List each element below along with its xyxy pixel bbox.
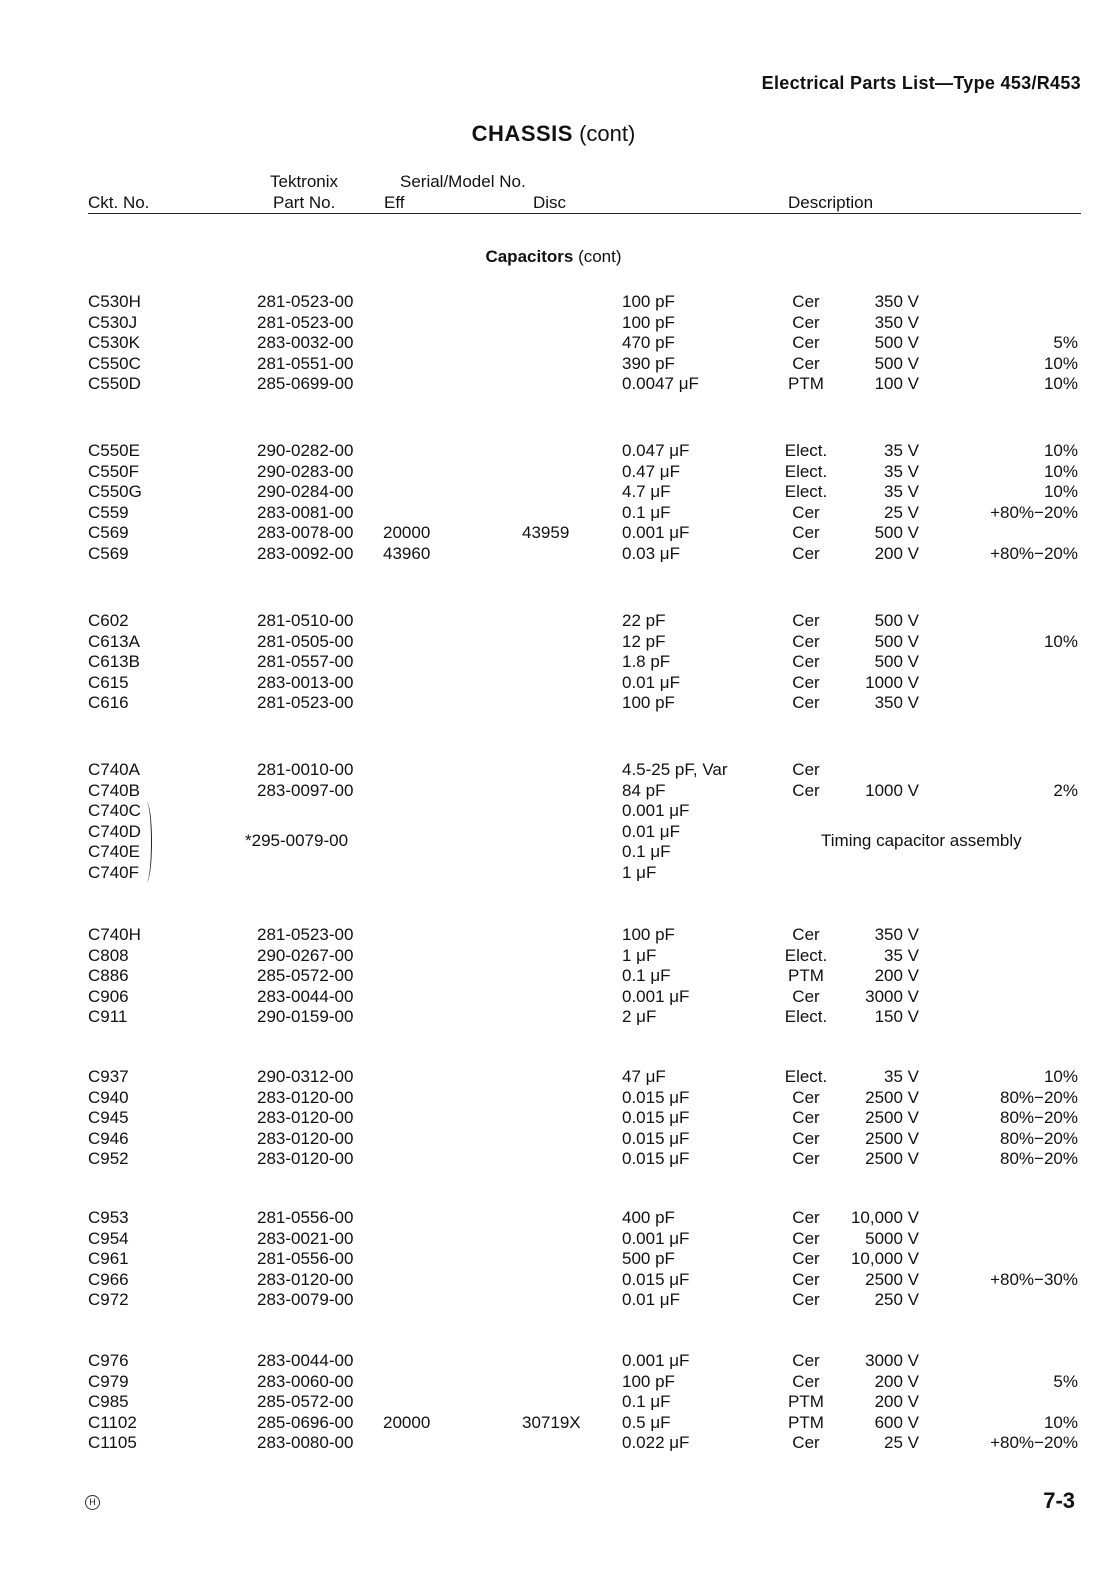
dielectric-type: Cer <box>792 611 820 630</box>
table-row <box>0 966 1107 987</box>
table-row <box>0 652 1107 673</box>
table-row <box>0 1007 1107 1028</box>
section-title-text: CHASSIS <box>471 121 573 146</box>
part-no: 281-0510-00 <box>257 611 354 630</box>
section-title-suffix: (cont) <box>579 121 636 146</box>
part-no: 283-0032-00 <box>257 333 354 352</box>
part-no: 281-0010-00 <box>257 760 354 779</box>
ckt-no: C952 <box>88 1149 129 1168</box>
table-row <box>0 760 1107 781</box>
tolerance: 10% <box>1043 374 1078 393</box>
dielectric-type: Elect. <box>784 441 828 460</box>
part-no: 290-0283-00 <box>257 461 354 481</box>
page-number: 7-3 <box>1043 1488 1075 1513</box>
ckt-no: C569 <box>88 523 129 542</box>
table-row <box>0 863 1107 884</box>
capacitance: 47 μF <box>622 1067 666 1086</box>
table-row <box>0 523 1107 544</box>
ckt-no: C946 <box>88 1128 129 1148</box>
table-row <box>0 1433 1107 1454</box>
capacitance: 0.1 μF <box>622 842 671 861</box>
ckt-no: C940 <box>88 1087 129 1107</box>
voltage-rating: 2500 V <box>865 1269 919 1289</box>
ckt-no: C615 <box>88 672 129 692</box>
capacitance: 100 pF <box>622 925 675 944</box>
ckt-no: C550E <box>88 441 140 460</box>
voltage-rating: 600 V <box>874 1412 919 1432</box>
subsection-title-suffix: (cont) <box>578 247 622 266</box>
tolerance: 80%−20% <box>1000 1149 1078 1168</box>
tolerance: 5% <box>1053 1371 1078 1391</box>
voltage-rating: 500 V <box>874 523 919 542</box>
table-row <box>0 313 1107 334</box>
serial-disc: 43959 <box>522 523 570 542</box>
col-part-no: Part No. <box>273 193 336 212</box>
part-no: 290-0267-00 <box>257 945 354 965</box>
tolerance: 10% <box>1043 461 1078 481</box>
capacitance: 0.001 μF <box>622 1351 690 1370</box>
tolerance: 2% <box>1053 780 1078 800</box>
dielectric-type: Cer <box>792 1290 820 1309</box>
part-no: 283-0092-00 <box>257 543 354 563</box>
ckt-no: C906 <box>88 986 129 1006</box>
ckt-no: C740F <box>88 862 140 882</box>
ckt-no: C530K <box>88 333 140 352</box>
table-row <box>0 1067 1107 1088</box>
dielectric-type: Cer <box>792 1351 820 1370</box>
voltage-rating: 1000 V <box>865 672 919 692</box>
table-row <box>0 1413 1107 1434</box>
col-description: Description <box>788 193 874 212</box>
assembly-part-no: *295-0079-00 <box>245 831 349 850</box>
ckt-no: C966 <box>88 1269 129 1289</box>
col-eff: Eff <box>384 193 405 212</box>
capacitance: 0.001 μF <box>622 523 690 542</box>
dielectric-type: Cer <box>792 672 820 692</box>
dielectric-type: Cer <box>792 502 820 522</box>
table-row <box>0 503 1107 524</box>
capacitance: 84 pF <box>622 780 666 800</box>
parts-group-6 <box>0 1067 1107 1170</box>
ckt-no: C886 <box>88 966 129 985</box>
table-row <box>0 1392 1107 1413</box>
part-no: 283-0080-00 <box>257 1433 354 1452</box>
part-no: 283-0081-00 <box>257 502 354 522</box>
ckt-no: C740D <box>88 821 141 841</box>
part-no: 283-0120-00 <box>257 1149 354 1168</box>
part-no: 281-0551-00 <box>257 353 354 373</box>
capacitance: 0.001 μF <box>622 801 690 820</box>
part-no: 285-0696-00 <box>257 1412 354 1432</box>
ckt-no: C954 <box>88 1228 129 1248</box>
table-row <box>0 1249 1107 1270</box>
dielectric-type: Cer <box>792 631 820 651</box>
assembly-description: Timing capacitor assembly <box>821 831 1022 850</box>
table-row <box>0 946 1107 967</box>
ckt-no: C550G <box>88 482 142 501</box>
voltage-rating: 10,000 V <box>850 1208 919 1227</box>
dielectric-type: Cer <box>792 1087 820 1107</box>
table-row <box>0 632 1107 653</box>
table-row <box>0 1229 1107 1250</box>
capacitance: 0.1 μF <box>622 502 671 522</box>
dielectric-type: Elect. <box>784 1007 828 1026</box>
capacitance: 100 pF <box>622 292 675 311</box>
dielectric-type: Cer <box>792 693 820 712</box>
table-row <box>0 1149 1107 1170</box>
part-no: 283-0120-00 <box>257 1108 354 1127</box>
dielectric-type: Cer <box>792 292 820 311</box>
part-no: 281-0505-00 <box>257 631 354 651</box>
voltage-rating: 3000 V <box>865 1351 919 1370</box>
dielectric-type: Cer <box>792 1149 820 1168</box>
part-no: 283-0097-00 <box>257 780 354 800</box>
dielectric-type: Cer <box>792 1108 820 1127</box>
manufacturer-mark: H <box>85 1495 100 1510</box>
table-row <box>0 544 1107 565</box>
dielectric-type: Cer <box>792 333 820 352</box>
parts-group-1 <box>0 292 1107 395</box>
ckt-no: C1102 <box>88 1412 137 1432</box>
dielectric-type: Cer <box>792 523 820 542</box>
assembly-brace <box>141 802 152 882</box>
dielectric-type: Cer <box>792 543 820 563</box>
voltage-rating: 35 V <box>884 945 919 965</box>
ckt-no: C616 <box>88 693 129 712</box>
capacitance: 0.01 μF <box>622 1290 680 1309</box>
subsection-title-text: Capacitors <box>485 247 574 266</box>
part-no: 290-0282-00 <box>257 441 354 460</box>
table-row <box>0 1129 1107 1150</box>
part-no: 283-0120-00 <box>257 1128 354 1148</box>
table-row <box>0 925 1107 946</box>
capacitance: 1.8 pF <box>622 652 671 671</box>
part-no: 281-0557-00 <box>257 652 354 671</box>
tolerance: +80%−20% <box>990 1433 1078 1452</box>
table-row <box>0 333 1107 354</box>
ckt-no: C976 <box>88 1351 129 1370</box>
part-no: 283-0078-00 <box>257 523 354 542</box>
col-disc: Disc <box>533 193 567 212</box>
tolerance: 5% <box>1053 333 1078 352</box>
serial-disc: 30719X <box>522 1412 581 1432</box>
table-row <box>0 1372 1107 1393</box>
table-row <box>0 693 1107 714</box>
ckt-no: C530H <box>88 292 141 311</box>
capacitance: 0.015 μF <box>622 1108 690 1127</box>
voltage-rating: 350 V <box>874 925 919 944</box>
voltage-rating: 25 V <box>884 1433 919 1452</box>
ckt-no: C613A <box>88 631 140 651</box>
ckt-no: C985 <box>88 1392 129 1411</box>
tolerance: +80%−30% <box>990 1269 1078 1289</box>
part-no: 283-0021-00 <box>257 1228 354 1248</box>
capacitance: 100 pF <box>622 312 675 332</box>
tolerance: 10% <box>1043 1067 1078 1086</box>
ckt-no: C740E <box>88 842 140 861</box>
dielectric-type: Cer <box>792 1433 820 1452</box>
capacitance: 0.001 μF <box>622 986 690 1006</box>
tolerance: +80%−20% <box>990 543 1078 563</box>
capacitance: 0.047 μF <box>622 441 690 460</box>
serial-eff: 20000 <box>383 523 431 542</box>
capacitance: 0.015 μF <box>622 1087 690 1107</box>
ckt-no: C550F <box>88 461 140 481</box>
table-row <box>0 482 1107 503</box>
dielectric-type: Elect. <box>784 1067 828 1086</box>
voltage-rating: 35 V <box>884 441 919 460</box>
ckt-no: C569 <box>88 543 129 563</box>
tolerance: +80%−20% <box>990 502 1078 522</box>
part-no: 290-0284-00 <box>257 482 354 501</box>
capacitance: 1 μF <box>622 862 657 882</box>
ckt-no: C1105 <box>88 1433 137 1452</box>
ckt-no: C550D <box>88 374 141 393</box>
table-row <box>0 1270 1107 1291</box>
ckt-no: C740A <box>88 760 140 779</box>
voltage-rating: 200 V <box>874 1392 919 1411</box>
col-serial-model: Serial/Model No. <box>400 172 526 191</box>
capacitance: 470 pF <box>622 333 675 352</box>
voltage-rating: 350 V <box>874 292 919 311</box>
table-row <box>0 374 1107 395</box>
table-row <box>0 801 1107 822</box>
timing-assembly <box>0 801 1107 884</box>
voltage-rating: 2500 V <box>865 1149 919 1168</box>
tolerance: 10% <box>1043 1412 1078 1432</box>
voltage-rating: 35 V <box>884 461 919 481</box>
ckt-no: C972 <box>88 1290 129 1309</box>
capacitance: 0.015 μF <box>622 1269 690 1289</box>
capacitance: 0.1 μF <box>622 966 671 985</box>
capacitance: 100 pF <box>622 1371 675 1391</box>
ckt-no: C945 <box>88 1108 129 1127</box>
dielectric-type: Cer <box>792 760 820 779</box>
dielectric-type: Elect. <box>784 461 828 481</box>
voltage-rating: 200 V <box>874 966 919 985</box>
ckt-no: C559 <box>88 502 129 522</box>
voltage-rating: 3000 V <box>865 986 919 1006</box>
capacitance: 0.47 μF <box>622 461 680 481</box>
ckt-no: C613B <box>88 652 140 671</box>
dielectric-type: Cer <box>792 780 820 800</box>
part-no: 281-0523-00 <box>257 292 354 311</box>
capacitance: 500 pF <box>622 1249 675 1268</box>
capacitance: 12 pF <box>622 631 666 651</box>
part-no: 283-0044-00 <box>257 1351 354 1370</box>
part-no: 285-0699-00 <box>257 374 354 393</box>
part-no: 290-0159-00 <box>257 1007 354 1026</box>
capacitance: 0.015 μF <box>622 1149 690 1168</box>
voltage-rating: 2500 V <box>865 1108 919 1127</box>
table-row <box>0 611 1107 632</box>
table-row <box>0 292 1107 313</box>
section-title <box>0 121 1107 147</box>
ckt-no: C979 <box>88 1371 129 1391</box>
tolerance: 10% <box>1043 482 1078 501</box>
col-ckt-no: Ckt. No. <box>88 193 150 212</box>
capacitance: 0.0047 μF <box>622 374 699 393</box>
dielectric-type: Cer <box>792 986 820 1006</box>
part-no: 283-0120-00 <box>257 1087 354 1107</box>
parts-group-3 <box>0 611 1107 714</box>
table-row <box>0 1351 1107 1372</box>
voltage-rating: 200 V <box>874 543 919 563</box>
dielectric-type: Cer <box>792 1128 820 1148</box>
voltage-rating: 350 V <box>874 693 919 712</box>
ckt-no: C808 <box>88 945 129 965</box>
tolerance: 80%−20% <box>1000 1128 1078 1148</box>
dielectric-type: PTM <box>788 1392 824 1411</box>
voltage-rating: 35 V <box>884 1067 919 1086</box>
tolerance: 10% <box>1043 631 1078 651</box>
capacitance: 22 pF <box>622 611 666 630</box>
voltage-rating: 10,000 V <box>850 1249 919 1268</box>
capacitance: 0.01 μF <box>622 821 680 841</box>
capacitance: 400 pF <box>622 1208 675 1227</box>
parts-group-8 <box>0 1351 1107 1454</box>
dielectric-type: Cer <box>792 1269 820 1289</box>
part-no: 281-0556-00 <box>257 1249 354 1268</box>
subsection-title <box>0 247 1107 267</box>
dielectric-type: Cer <box>792 925 820 944</box>
ckt-no: C961 <box>88 1249 129 1268</box>
serial-eff: 43960 <box>383 543 431 563</box>
capacitance: 4.5-25 pF, Var <box>622 760 728 779</box>
voltage-rating: 5000 V <box>865 1228 919 1248</box>
capacitance: 1 μF <box>622 945 657 965</box>
capacitance: 0.001 μF <box>622 1228 690 1248</box>
capacitance: 0.1 μF <box>622 1392 671 1411</box>
dielectric-type: Cer <box>792 1249 820 1268</box>
voltage-rating: 1000 V <box>865 780 919 800</box>
capacitance: 2 μF <box>622 1007 657 1026</box>
ckt-no: C911 <box>88 1007 128 1026</box>
dielectric-type: PTM <box>788 966 824 985</box>
voltage-rating: 500 V <box>874 353 919 373</box>
part-no: 283-0013-00 <box>257 672 354 692</box>
dielectric-type: Cer <box>792 312 820 332</box>
header-rule <box>88 213 1081 214</box>
capacitance: 0.015 μF <box>622 1128 690 1148</box>
table-row <box>0 1208 1107 1229</box>
table-row <box>0 1088 1107 1109</box>
voltage-rating: 250 V <box>874 1290 919 1309</box>
ckt-no: C740C <box>88 801 141 820</box>
voltage-rating: 500 V <box>874 652 919 671</box>
table-row <box>0 1108 1107 1129</box>
dielectric-type: PTM <box>788 374 824 393</box>
capacitance: 390 pF <box>622 353 675 373</box>
capacitance: 0.022 μF <box>622 1433 690 1452</box>
part-no: 283-0120-00 <box>257 1269 354 1289</box>
page-header: Electrical Parts List—Type 453/R453 <box>761 73 1081 93</box>
part-no: 285-0572-00 <box>257 1392 354 1411</box>
parts-group-7 <box>0 1208 1107 1311</box>
tolerance: 80%−20% <box>1000 1087 1078 1107</box>
ckt-no: C602 <box>88 611 129 630</box>
dielectric-type: Cer <box>792 353 820 373</box>
ckt-no: C530J <box>88 312 138 332</box>
col-tektronix: Tektronix <box>270 172 339 191</box>
tolerance: 80%−20% <box>1000 1108 1078 1127</box>
voltage-rating: 25 V <box>884 502 919 522</box>
parts-group-2 <box>0 441 1107 564</box>
part-no: 283-0079-00 <box>257 1290 354 1309</box>
table-row <box>0 354 1107 375</box>
voltage-rating: 150 V <box>874 1007 919 1026</box>
voltage-rating: 350 V <box>874 312 919 332</box>
dielectric-type: PTM <box>788 1412 824 1432</box>
voltage-rating: 500 V <box>874 631 919 651</box>
dielectric-type: Cer <box>792 1208 820 1227</box>
part-no: 283-0060-00 <box>257 1371 354 1391</box>
part-no: 281-0523-00 <box>257 312 354 332</box>
serial-eff: 20000 <box>383 1412 431 1432</box>
table-row <box>0 673 1107 694</box>
voltage-rating: 500 V <box>874 611 919 630</box>
dielectric-type: Elect. <box>784 945 828 965</box>
ckt-no: C937 <box>88 1067 129 1086</box>
voltage-rating: 200 V <box>874 1371 919 1391</box>
dielectric-type: Cer <box>792 1371 820 1391</box>
capacitance: 0.01 μF <box>622 672 680 692</box>
capacitance: 4.7 μF <box>622 482 671 501</box>
part-no: 281-0556-00 <box>257 1208 354 1227</box>
voltage-rating: 35 V <box>884 482 919 501</box>
parts-group-5 <box>0 925 1107 1028</box>
part-no: 281-0523-00 <box>257 693 354 712</box>
dielectric-type: Elect. <box>784 482 828 501</box>
voltage-rating: 2500 V <box>865 1087 919 1107</box>
table-row <box>0 441 1107 462</box>
ckt-no: C740B <box>88 780 140 800</box>
capacitance: 0.03 μF <box>622 543 680 563</box>
dielectric-type: Cer <box>792 1228 820 1248</box>
capacitance: 100 pF <box>622 693 675 712</box>
voltage-rating: 2500 V <box>865 1128 919 1148</box>
parts-group-4 <box>0 760 1107 801</box>
tolerance: 10% <box>1043 353 1078 373</box>
tolerance: 10% <box>1043 441 1078 460</box>
table-row <box>0 1290 1107 1311</box>
part-no: 283-0044-00 <box>257 986 354 1006</box>
table-row <box>0 987 1107 1008</box>
voltage-rating: 100 V <box>874 374 919 393</box>
ckt-no: C953 <box>88 1208 129 1227</box>
voltage-rating: 500 V <box>874 333 919 352</box>
ckt-no: C550C <box>88 353 141 373</box>
part-no: 281-0523-00 <box>257 925 354 944</box>
table-row <box>0 781 1107 802</box>
part-no: 285-0572-00 <box>257 966 354 985</box>
capacitance: 0.5 μF <box>622 1412 671 1432</box>
ckt-no: C740H <box>88 925 141 944</box>
part-no: 290-0312-00 <box>257 1067 354 1086</box>
table-row <box>0 462 1107 483</box>
dielectric-type: Cer <box>792 652 820 671</box>
